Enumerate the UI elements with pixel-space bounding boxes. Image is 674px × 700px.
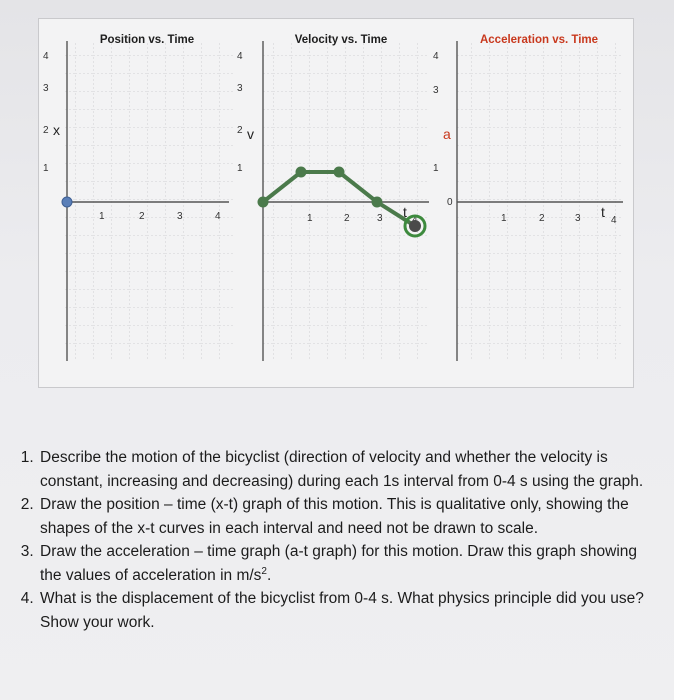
acceleration-t-sub: 4 — [611, 215, 617, 226]
velocity-point — [334, 167, 345, 178]
acceleration-title: Acceleration vs. Time — [479, 34, 599, 46]
position-x-tick-4: 4 — [215, 211, 221, 222]
position-y-label: x — [53, 122, 60, 138]
position-title: Position vs. Time — [99, 34, 195, 46]
acceleration-y-tick-0: 0 — [447, 197, 453, 208]
velocity-x-tick-2: 2 — [344, 213, 350, 224]
velocity-y-label: v — [247, 126, 254, 142]
velocity-title: Velocity vs. Time — [294, 34, 388, 46]
velocity-point — [409, 220, 421, 232]
question-2-text: Draw the position – time (x-t) graph of this motion. This is qualitative only, showing the shapes of the x-t curves in each interval and need not be drawn to scale. — [40, 496, 629, 537]
velocity-x-tick-3: 3 — [377, 213, 383, 224]
question-2 — [38, 493, 662, 540]
acceleration-y-tick-1: 1 — [433, 163, 439, 174]
velocity-point — [372, 197, 383, 208]
acceleration-x-tick-2: 2 — [539, 213, 545, 224]
position-x-tick-2: 2 — [139, 211, 145, 222]
graphs-panel — [38, 18, 634, 388]
acceleration-x-tick-1: 1 — [501, 213, 507, 224]
velocity-point — [258, 197, 269, 208]
position-y-tick-2: 2 — [43, 125, 49, 136]
velocity-y-tick-3: 3 — [237, 83, 243, 94]
position-x-tick-1: 1 — [99, 211, 105, 222]
acceleration-x-tick-3: 3 — [575, 213, 581, 224]
question-3-sup: 2 — [261, 565, 267, 577]
question-4 — [38, 587, 662, 634]
velocity-point — [296, 167, 307, 178]
acceleration-t-label: t — [601, 204, 605, 220]
position-y-tick-1: 1 — [43, 163, 49, 174]
question-3-text: Draw the acceleration – time graph (a-t graph) for this motion. Draw this graph showing the values of acceleration in m/s — [40, 543, 638, 584]
velocity-t-label: t — [403, 204, 407, 220]
velocity-y-tick-4: 4 — [237, 51, 243, 62]
velocity-x-tick-1: 1 — [307, 213, 313, 224]
acceleration-grid — [455, 41, 623, 359]
question-3 — [38, 540, 662, 587]
question-1 — [38, 446, 662, 493]
position-y-tick-3: 3 — [43, 83, 49, 94]
questions-section — [12, 446, 662, 634]
graphs-svg — [39, 19, 633, 387]
position-y-tick-4: 4 — [43, 51, 49, 62]
acceleration-y-label: a — [443, 126, 451, 142]
velocity-y-tick-1: 1 — [237, 163, 243, 174]
position-x-tick-3: 3 — [177, 211, 183, 222]
velocity-y-tick-2: 2 — [237, 125, 243, 136]
question-3-end: . — [266, 566, 272, 584]
position-grid — [65, 41, 233, 359]
question-1-text: Describe the motion of the bicyclist (direction of velocity and whether the velocity is constant, increasing and decreasing) during each 1s interval from 0-4 s using the graph. — [40, 449, 644, 490]
acceleration-y-tick-4: 4 — [433, 51, 439, 62]
position-initial-point — [62, 197, 72, 207]
questions-list — [12, 446, 662, 634]
acceleration-y-tick-3: 3 — [433, 85, 439, 96]
question-4-text: What is the displacement of the bicyclist from 0-4 s. What physics principle did you use? Show your work. — [40, 590, 644, 631]
velocity-grid — [261, 41, 429, 359]
